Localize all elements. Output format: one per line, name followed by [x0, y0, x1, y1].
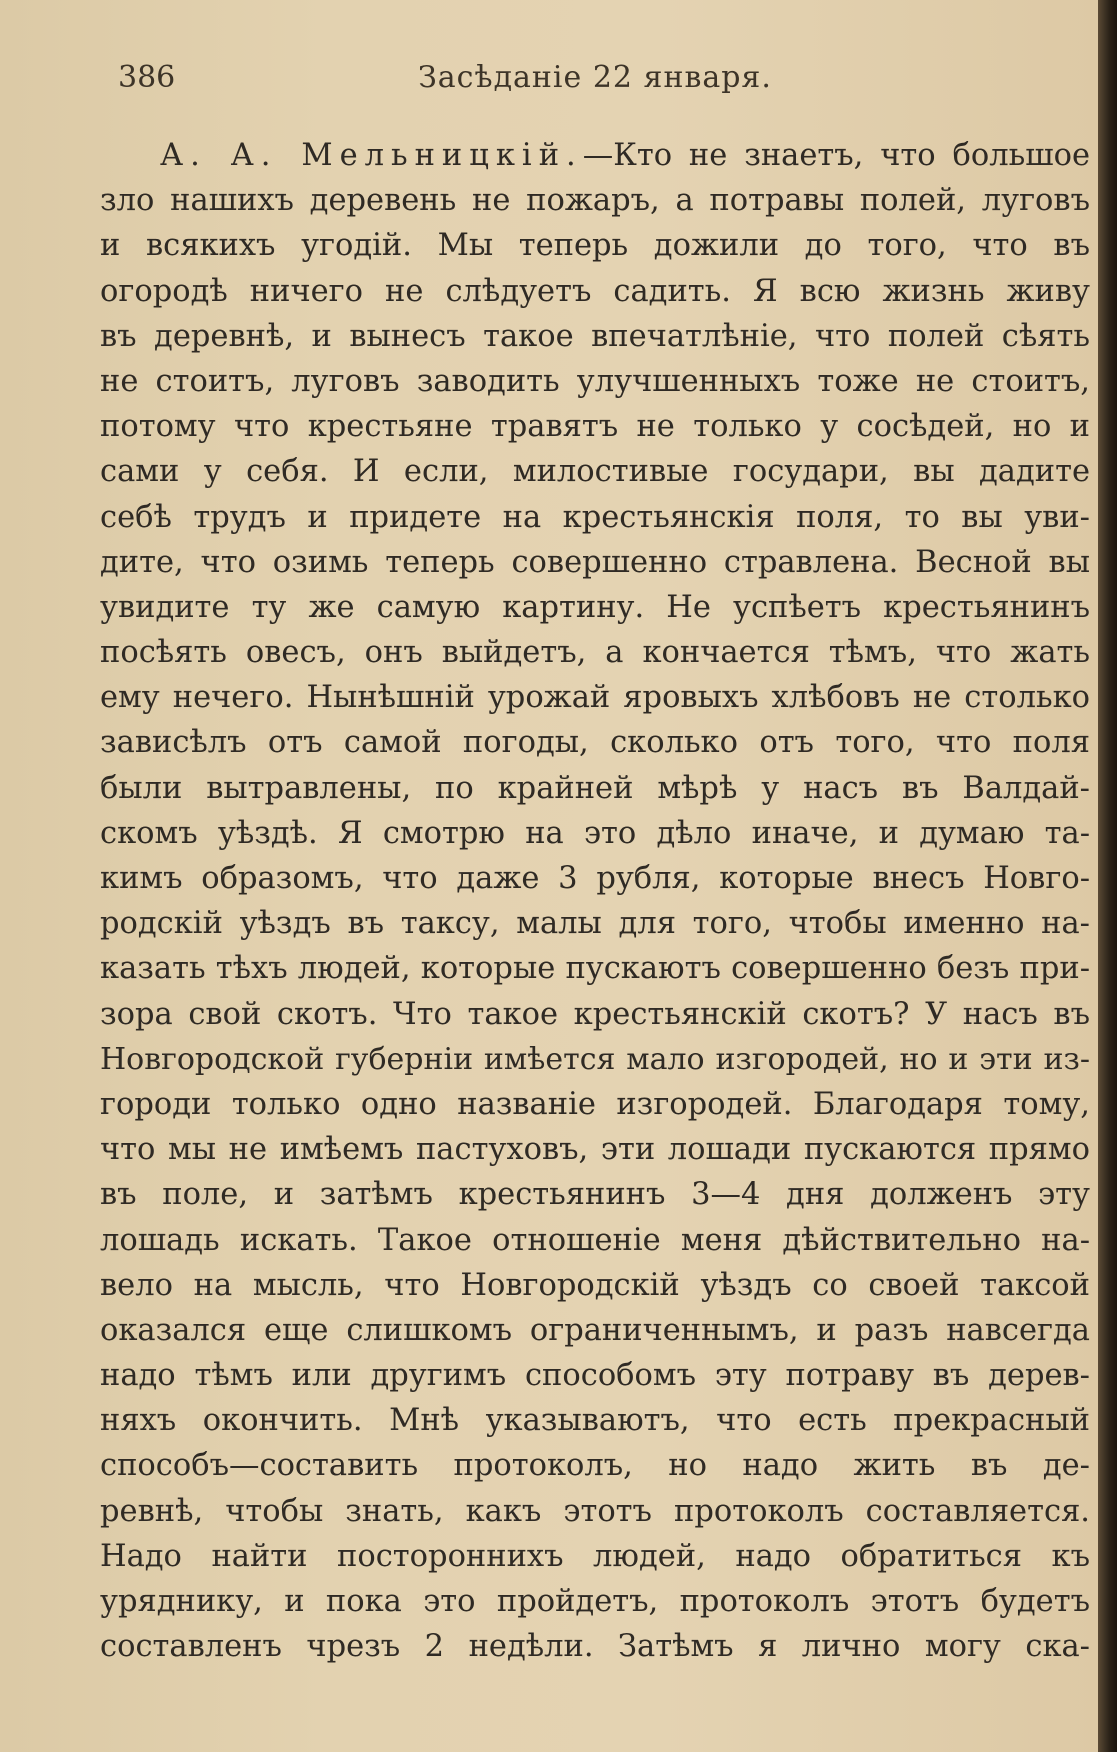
text-line: Надо найти постороннихъ людей, надо обратиться къ	[100, 1538, 1090, 1574]
text-line: и всякихъ угодій. Мы теперь дожили до того, что въ	[100, 228, 1090, 264]
text-line: что мы не имѣемъ пастуховъ, эти лошади пускаются прямо	[100, 1132, 1090, 1168]
text-line: въ деревнѣ, и вынесъ такое впечатлѣніе, что полей сѣять	[100, 318, 1090, 354]
text-line: городи только одно названіе изгородей. Благодаря тому,	[100, 1086, 1090, 1122]
text-line: ему нечего. Нынѣшній урожай яровыхъ хлѣбовъ не столько	[100, 680, 1090, 716]
text-line: составленъ чрезъ 2 недѣли. Затѣмъ я лично могу ска-	[100, 1629, 1090, 1665]
text-line: зависѣлъ отъ самой погоды, сколько отъ того, что поля	[100, 725, 1090, 761]
text-line: уряднику, и пока это пройдетъ, протоколъ этотъ будетъ	[100, 1584, 1090, 1619]
text-line: оказался еще слишкомъ ограниченнымъ, и разъ навсегда	[100, 1312, 1090, 1348]
text-line: надо тѣмъ или другимъ способомъ эту потраву въ дерев-	[100, 1358, 1090, 1394]
page-number: 386	[118, 60, 176, 95]
page-header	[100, 54, 1090, 104]
text-line: вело на мысль, что Новгородскій уѣздъ со своей таксой	[100, 1267, 1090, 1303]
text-line: себѣ трудъ и придете на крестьянскія поля, то вы уви-	[100, 499, 1090, 535]
speaker-name: А. А. Мельницкій.	[160, 138, 583, 173]
text-line: были вытравлены, по крайней мѣрѣ у насъ въ Валдай-	[100, 770, 1090, 806]
text-line: кимъ образомъ, что даже 3 рубля, которые внесъ Новго-	[100, 861, 1090, 896]
text-line: казать тѣхъ людей, которые пускаютъ совершенно безъ при-	[100, 951, 1090, 987]
text-line: потому что крестьяне травятъ не только у сосѣдей, но и	[100, 409, 1090, 445]
text-line-first	[100, 133, 1090, 178]
text-line: няхъ окончить. Мнѣ указываютъ, что есть прекрасный	[100, 1403, 1090, 1439]
text-line: сами у себя. И если, милостивые государи, вы дадите	[100, 454, 1090, 490]
body-text	[100, 133, 1090, 1669]
text-line: зло нашихъ деревень не пожаръ, а потравы полей, луговъ	[100, 183, 1090, 219]
text-line: лошадь искать. Такое отношеніе меня дѣйствительно на-	[100, 1222, 1090, 1258]
text-line: дите, что озимь теперь совершенно стравлена. Весной вы	[100, 544, 1090, 580]
text-line: огородѣ ничего не слѣдуетъ садить. Я всю жизнь живу	[100, 273, 1090, 309]
page-edge-shadow	[1098, 0, 1117, 1752]
text-line: посѣять овесъ, онъ выйдетъ, а кончается тѣмъ, что жать	[100, 635, 1090, 671]
first-line-text: —Кто не знаетъ, что большое	[582, 138, 1090, 173]
text-line: Новгородской губерніи имѣется мало изгородей, но и эти из-	[100, 1041, 1090, 1077]
text-line: зора свой скотъ. Что такое крестьянскій скотъ? У насъ въ	[100, 996, 1090, 1032]
text-line: способъ—составить протоколъ, но надо жить въ де-	[100, 1448, 1090, 1484]
text-line: родскій уѣздъ въ таксу, малы для того, чтобы именно на-	[100, 906, 1090, 942]
text-line: увидите ту же самую картину. Не успѣетъ крестьянинъ	[100, 589, 1090, 625]
running-head: Засѣданіе 22 января.	[418, 60, 772, 95]
text-line: въ поле, и затѣмъ крестьянинъ 3—4 дня долженъ эту	[100, 1177, 1090, 1213]
text-line: скомъ уѣздѣ. Я смотрю на это дѣло иначе, и думаю та-	[100, 815, 1090, 851]
text-line: не стоитъ, луговъ заводить улучшенныхъ тоже не стоитъ,	[100, 363, 1090, 399]
text-line: ревнѣ, чтобы знать, какъ этотъ протоколъ составляется.	[100, 1493, 1090, 1529]
